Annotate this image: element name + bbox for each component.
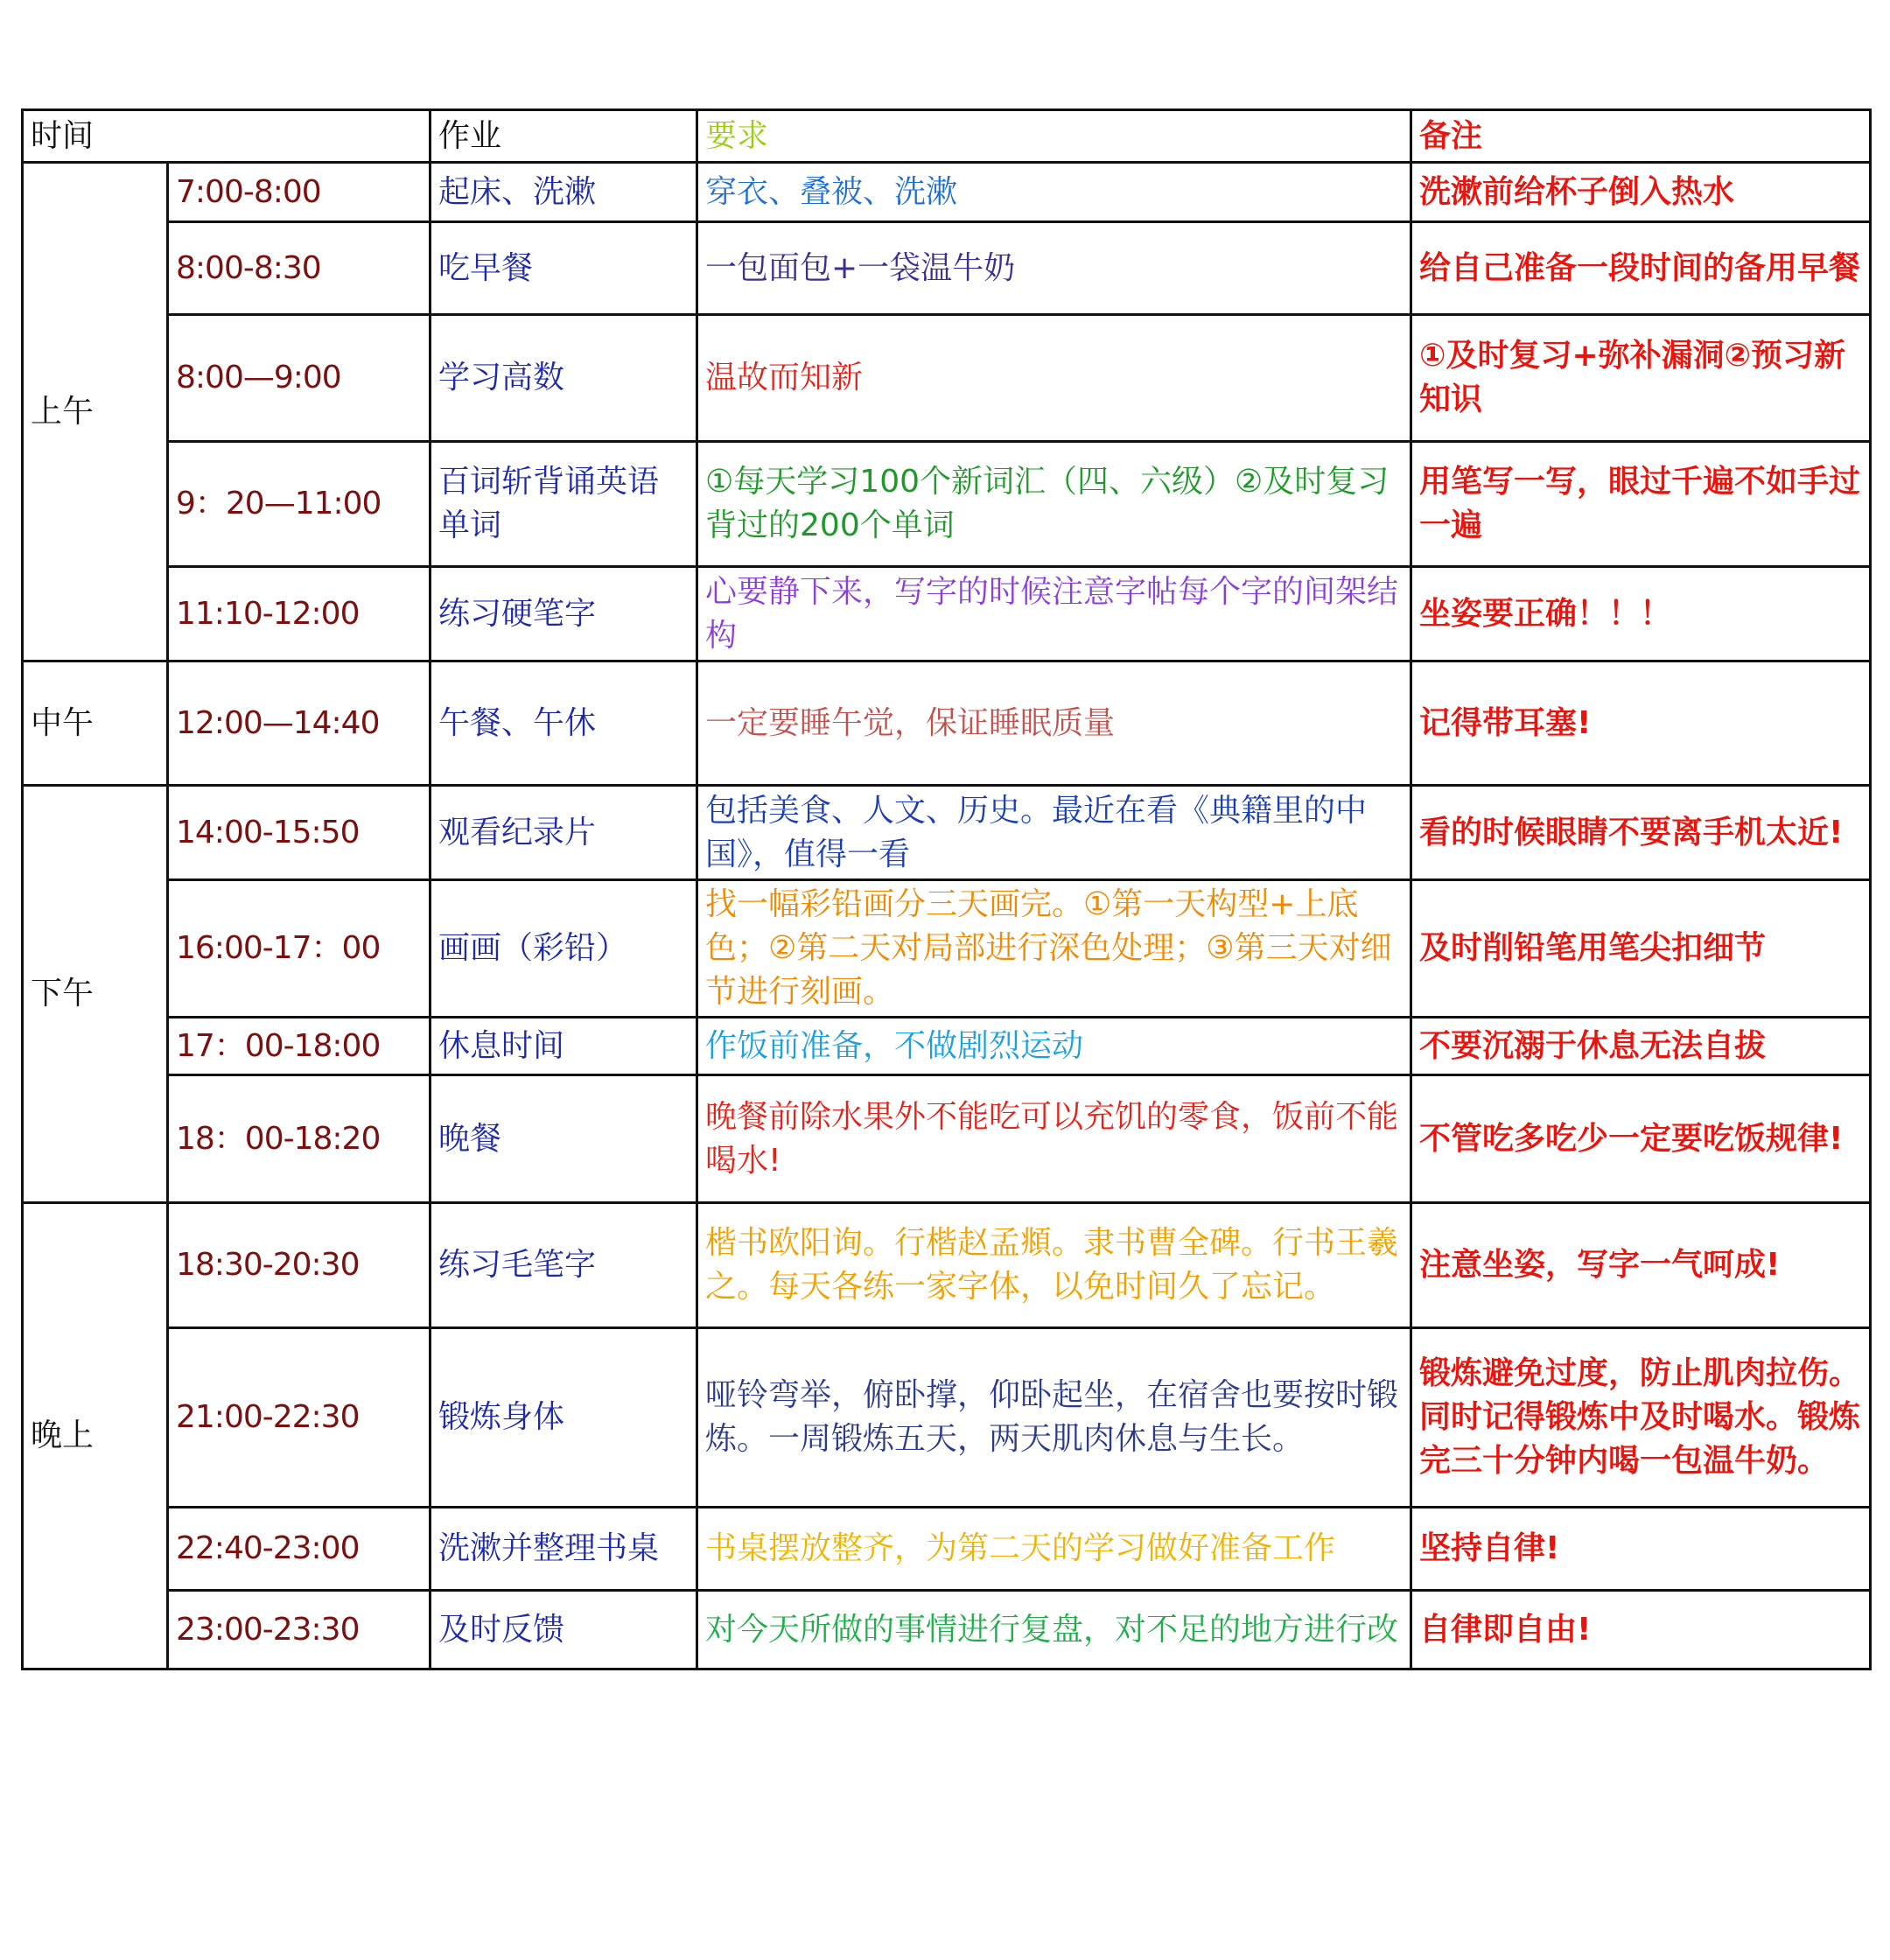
row-task: 晚餐 — [430, 1075, 697, 1203]
header-row — [23, 110, 1871, 163]
schedule-table — [21, 108, 1872, 1670]
period-afternoon: 下午 — [23, 786, 168, 1203]
table-row — [23, 222, 1871, 315]
row-time: 21:00-22:30 — [168, 1328, 430, 1508]
row-requirement: 晚餐前除水果外不能吃可以充饥的零食，饭前不能喝水! — [697, 1075, 1411, 1203]
row-requirement: 找一幅彩铅画分三天画完。①第一天构型+上底色；②第二天对局部进行深色处理；③第三天对细节进行刻画。 — [697, 880, 1411, 1018]
table-row — [23, 1075, 1871, 1203]
header-time: 时间 — [23, 110, 430, 163]
row-requirement: 穿衣、叠被、洗漱 — [697, 163, 1411, 222]
table-row — [23, 1591, 1871, 1670]
table-row — [23, 163, 1871, 222]
row-note: 不管吃多吃少一定要吃饭规律! — [1411, 1075, 1871, 1203]
row-note: 看的时候眼睛不要离手机太近! — [1411, 786, 1871, 880]
header-task: 作业 — [430, 110, 697, 163]
header-requirement: 要求 — [697, 110, 1411, 163]
row-note: 不要沉溺于休息无法自拔 — [1411, 1018, 1871, 1075]
row-task: 画画（彩铅） — [430, 880, 697, 1018]
row-task: 午餐、午休 — [430, 662, 697, 786]
row-note: 洗漱前给杯子倒入热水 — [1411, 163, 1871, 222]
table-row — [23, 1508, 1871, 1591]
row-note: 及时削铅笔用笔尖扣细节 — [1411, 880, 1871, 1018]
row-time: 18：00-18:20 — [168, 1075, 430, 1203]
row-time: 7:00-8:00 — [168, 163, 430, 222]
row-requirement: 包括美食、人文、历史。最近在看《典籍里的中国》，值得一看 — [697, 786, 1411, 880]
row-requirement: 作饭前准备，不做剧烈运动 — [697, 1018, 1411, 1075]
row-note: 记得带耳塞! — [1411, 662, 1871, 786]
row-note: ①及时复习+弥补漏洞②预习新知识 — [1411, 315, 1871, 442]
row-requirement: 温故而知新 — [697, 315, 1411, 442]
row-task: 练习硬笔字 — [430, 567, 697, 662]
header-note: 备注 — [1411, 110, 1871, 163]
row-task: 观看纪录片 — [430, 786, 697, 880]
row-note: 用笔写一写，眼过千遍不如手过一遍 — [1411, 442, 1871, 567]
row-requirement: 书桌摆放整齐，为第二天的学习做好准备工作 — [697, 1508, 1411, 1591]
row-task: 休息时间 — [430, 1018, 697, 1075]
row-note: 坚持自律! — [1411, 1508, 1871, 1591]
row-note: 锻炼避免过度，防止肌肉拉伤。同时记得锻炼中及时喝水。锻炼完三十分钟内喝一包温牛奶。 — [1411, 1328, 1871, 1508]
row-time: 16:00-17：00 — [168, 880, 430, 1018]
row-requirement: ①每天学习100个新词汇（四、六级）②及时复习背过的200个单词 — [697, 442, 1411, 567]
row-note: 注意坐姿，写字一气呵成! — [1411, 1203, 1871, 1328]
row-note: 给自己准备一段时间的备用早餐 — [1411, 222, 1871, 315]
row-requirement: 楷书欧阳询。行楷赵孟頫。隶书曹全碑。行书王羲之。每天各练一家字体，以免时间久了忘记。 — [697, 1203, 1411, 1328]
row-time: 14:00-15:50 — [168, 786, 430, 880]
table-row — [23, 786, 1871, 880]
row-time: 11:10-12:00 — [168, 567, 430, 662]
row-time: 23:00-23:30 — [168, 1591, 430, 1670]
row-time: 8:00-8:30 — [168, 222, 430, 315]
row-requirement: 一包面包+一袋温牛奶 — [697, 222, 1411, 315]
row-time: 8:00—9:00 — [168, 315, 430, 442]
table-row — [23, 662, 1871, 786]
table-row — [23, 567, 1871, 662]
period-evening: 晚上 — [23, 1203, 168, 1670]
row-task: 学习高数 — [430, 315, 697, 442]
period-noon: 中午 — [23, 662, 168, 786]
period-morning: 上午 — [23, 163, 168, 662]
row-time: 9：20—11:00 — [168, 442, 430, 567]
table-row — [23, 880, 1871, 1018]
row-task: 吃早餐 — [430, 222, 697, 315]
row-time: 18:30-20:30 — [168, 1203, 430, 1328]
table-row — [23, 315, 1871, 442]
row-requirement: 一定要睡午觉，保证睡眠质量 — [697, 662, 1411, 786]
row-task: 及时反馈 — [430, 1591, 697, 1670]
table-row — [23, 1018, 1871, 1075]
row-task: 锻炼身体 — [430, 1328, 697, 1508]
table-row — [23, 1203, 1871, 1328]
row-note: 坐姿要正确！！！ — [1411, 567, 1871, 662]
row-time: 12:00—14:40 — [168, 662, 430, 786]
row-task: 练习毛笔字 — [430, 1203, 697, 1328]
row-task: 起床、洗漱 — [430, 163, 697, 222]
table-row — [23, 442, 1871, 567]
row-task: 百词斩背诵英语单词 — [430, 442, 697, 567]
row-note: 自律即自由! — [1411, 1591, 1871, 1670]
row-task: 洗漱并整理书桌 — [430, 1508, 697, 1591]
row-requirement: 对今天所做的事情进行复盘，对不足的地方进行改 — [697, 1591, 1411, 1670]
table-row — [23, 1328, 1871, 1508]
row-requirement: 心要静下来，写字的时候注意字帖每个字的间架结构 — [697, 567, 1411, 662]
row-requirement: 哑铃弯举，俯卧撑，仰卧起坐，在宿舍也要按时锻炼。一周锻炼五天，两天肌肉休息与生长。 — [697, 1328, 1411, 1508]
row-time: 17：00-18:00 — [168, 1018, 430, 1075]
row-time: 22:40-23:00 — [168, 1508, 430, 1591]
